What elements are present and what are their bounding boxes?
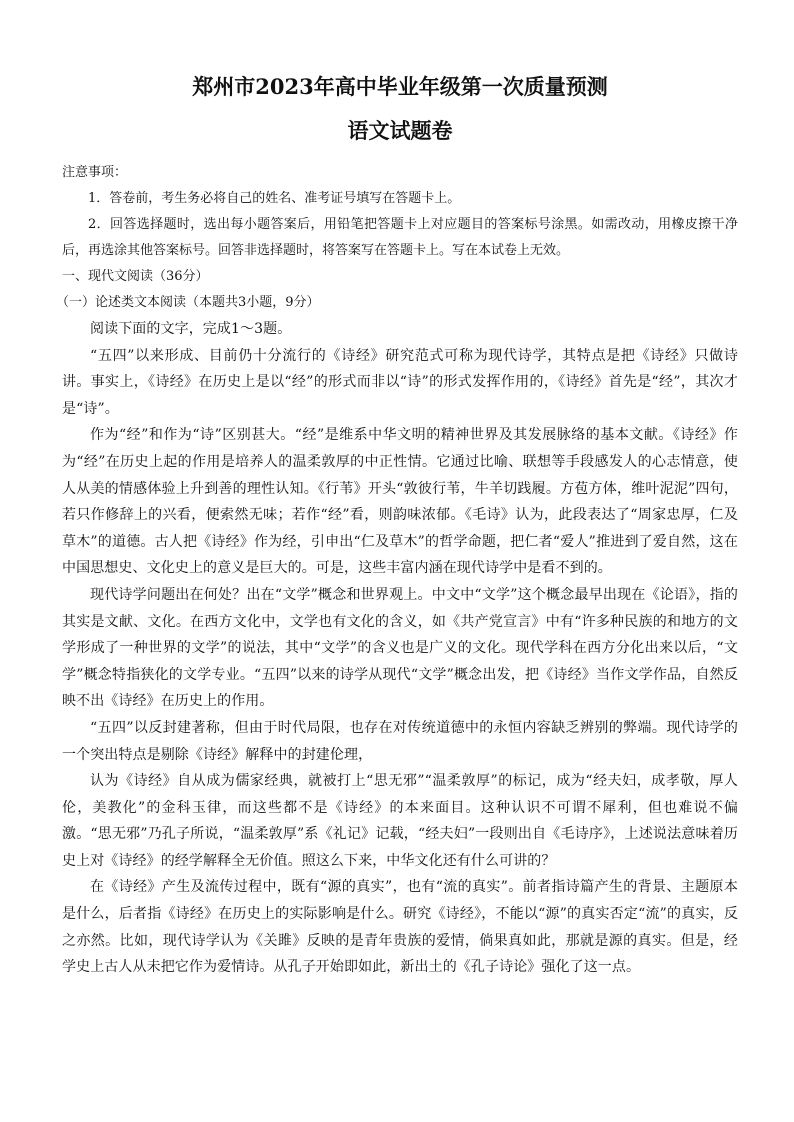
- exam-subtitle: 语文试题卷: [347, 118, 453, 143]
- notice-label: 注意事项：: [62, 165, 128, 180]
- exam-title: 郑州市2023年高中毕业年级第一次质量预测: [192, 74, 608, 99]
- notice-item-1: 1．答卷前，考生务必将自己的姓名、准考证号填写在答题卡上。: [88, 191, 461, 206]
- reading-instruction: 阅读下面的文字，完成1～3题。: [90, 321, 292, 337]
- notice-item-2: 2．回答选择题时，选出每小题答案后，用铅笔把答题卡上对应题目的答案标号涂黑。如需改动，用橡皮擦干净后，再选涂其他答案标号。回答非选择题时，将答案写在答题卡上。写在本试卷上无效。: [62, 217, 738, 258]
- exam-page: [56, 70, 738, 981]
- section-subheading: （一）论述类文本阅读（本题共3小题，9分）: [56, 295, 320, 310]
- passage-paragraph-6: 在《诗经》产生及流传过程中，既有“源的真实”，也有“流的真实”。前者指诗篇产生的背景、主题原本是什么，后者指《诗经》在历史上的实际影响是什么。研究《诗经》，不能以“源”的真实否定“流”的真实，反之亦然。比如，现代诗学认为《关雎》反映的是青年贵族的爱情，倘果真如此，那就是源的真实。但是，经学史上古人从未把它作为爱情诗。从孔子开始即如此，新出土的《孔子诗论》强化了这一点。: [62, 879, 738, 976]
- section-heading: 一、现代文阅读（36分）: [62, 269, 209, 284]
- passage-paragraph-4: “五四”以反封建著称，但由于时代局限，也存在对传统道德中的永恒内容缺乏辨别的弊端。现代诗学的一个突出特点是剔除《诗经》解释中的封建伦理，: [62, 719, 738, 763]
- passage-paragraph-2: 作为“经”和作为“诗”区别甚大。“经”是维系中华文明的精神世界及其发展脉络的基本文献。《诗经》作为“经”在历史上起的作用是培养人的温柔敦厚的中正性情。它通过比喻、联想等手段感发人的心志情意，使人从美的情感体验上升到善的理性认知。《行苇》开头“敦彼行苇，牛羊切践履。方苞方体，维叶泥泥”四句，若只作修辞上的兴看，便索然无味；若作“经”看，则韵味浓郁。《毛诗》认为，此段表达了“周家忠厚，仁及草木”的道德。古人把《诗经》作为经，引申出“仁及草木”的哲学命题，把仁者“爱人”推进到了爱自然，这在中国思想史、文化史上的意义是巨大的。可是，这些丰富内涵在现代诗学中是看不到的。: [62, 427, 738, 577]
- passage-paragraph-1: “五四”以来形成、目前仍十分流行的《诗经》研究范式可称为现代诗学，其特点是把《诗经》只做诗讲。事实上，《诗经》在历史上是以“经”的形式而非以“诗”的形式发挥作用的，《诗经》首先是“经”，其次才是“诗”。: [62, 347, 738, 417]
- passage-paragraph-3: 现代诗学问题出在何处？出在“文学”概念和世界观上。中文中“文学”这个概念最早出现在《论语》，指的其实是文献、文化。在西方文化中，文学也有文化的含义，如《共产党宣言》中有“许多种民族的和地方的文学形成了一种世界的文学”的说法，其中“文学”的含义也是广义的文化。现代学科在西方分化出来以后，“文学”概念特指狭化的文学专业。“五四”以来的诗学从现代“文学”概念出发，把《诗经》当作文学作品，自然反映不出《诗经》在历史上的作用。: [62, 586, 738, 710]
- passage-paragraph-5: 认为《诗经》自从成为儒家经典，就被打上“思无邪”“温柔敦厚”的标记，成为“经夫妇，成孝敬，厚人伦，美教化”的金科玉律，而这些都不是《诗经》的本来面目。这种认识不可谓不犀利，但也难说不偏激。“思无邪”乃孔子所说，“温柔敦厚”系《礼记》记载，“经夫妇”一段则出自《毛诗序》，上述说法意味着历史上对《诗经》的经学解释全无价值。照这么下来，中华文化还有什么可讲的？: [62, 773, 738, 869]
